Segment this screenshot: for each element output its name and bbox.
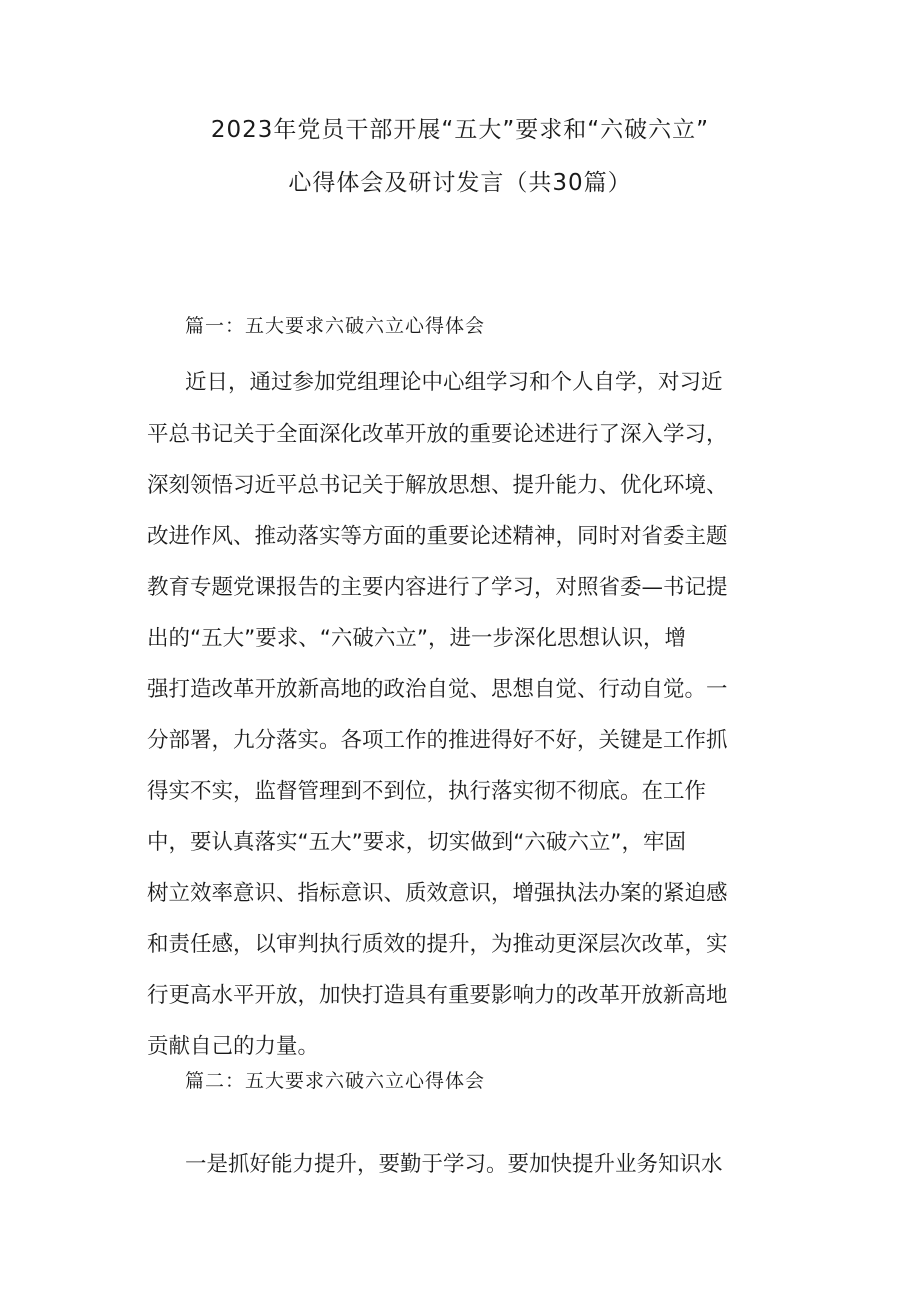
section-1-line: 强打造改革开放新高地的政治自觉、思想自觉、行动自觉。一 <box>147 677 728 702</box>
section-1-line: 贡献自己的力量。 <box>147 1034 320 1059</box>
section-1-heading: 篇一：五大要求六破六立心得体会 <box>185 315 486 337</box>
section-1-line: 平总书记关于全面深化改革开放的重要论述进行了深入学习， <box>147 422 728 447</box>
section-1-line: 出的“五大”要求、“六破六立”，进一步深化思想认识，增 <box>147 626 687 651</box>
section-1-line: 分部署，九分落实。各项工作的推进得好不好，关键是工作抓 <box>147 728 728 753</box>
section-1-line: 中，要认真落实“五大”要求，切实做到“六破六立”，牢固 <box>147 830 687 855</box>
section-1-line: 得实不实，监督管理到不到位，执行落实彻不彻底。在工作 <box>147 779 707 804</box>
section-2-line: 一是抓好能力提升，要勤于学习。要加快提升业务知识水 <box>185 1152 723 1177</box>
section-1-line: 树立效率意识、指标意识、质效意识，增强执法办案的紧迫感 <box>147 881 728 906</box>
section-1-line: 改进作风、推动落实等方面的重要论述精神，同时对省委主题 <box>147 524 728 549</box>
section-1-line: 和责任感，以审判执行质效的提升，为推动更深层次改革，实 <box>147 932 728 957</box>
document-title-line-2: 心得体会及研讨发言（共30篇） <box>288 170 632 196</box>
section-1-line: 行更高水平开放，加快打造具有重要影响力的改革开放新高地 <box>147 983 728 1008</box>
section-2-heading: 篇二：五大要求六破六立心得体会 <box>185 1070 486 1092</box>
section-1-line: 深刻领悟习近平总书记关于解放思想、提升能力、优化环境、 <box>147 473 728 498</box>
section-1-line: 教育专题党课报告的主要内容进行了学习，对照省委—书记提 <box>147 575 728 600</box>
section-1-line: 近日，通过参加党组理论中心组学习和个人自学，对习近 <box>185 370 723 395</box>
document-title-line-1: 2023年党员干部开展“五大”要求和“六破六立” <box>210 117 710 143</box>
